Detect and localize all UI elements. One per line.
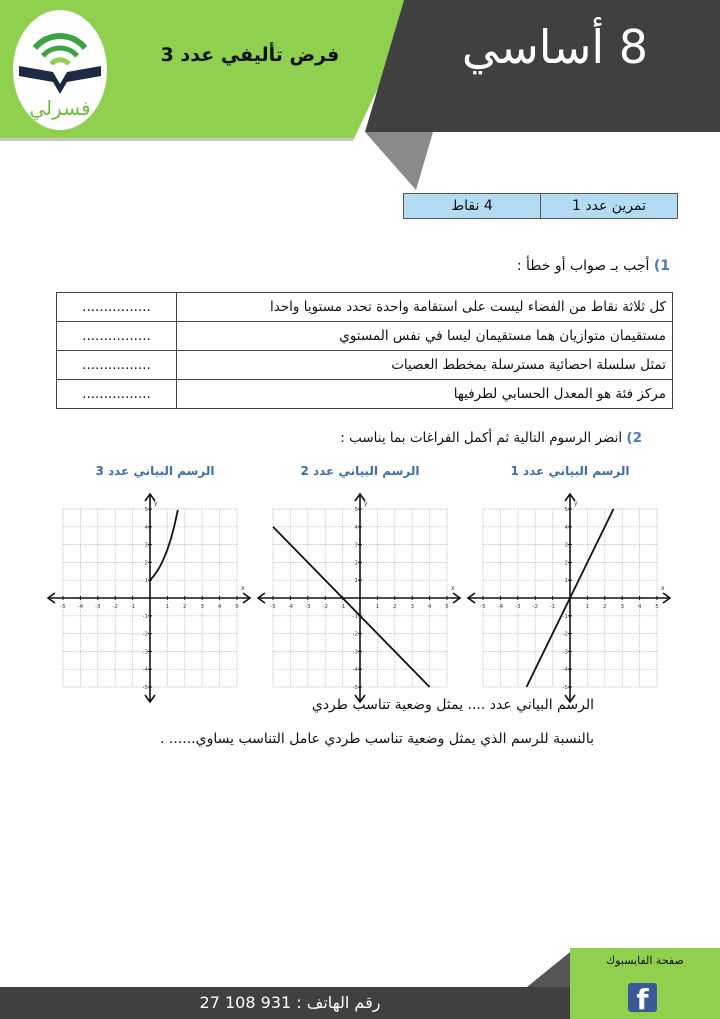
y-tick-label: 2: [354, 560, 358, 567]
y-axis-label: y: [574, 500, 578, 507]
logo: [13, 10, 107, 130]
graphs: [0, 485, 720, 710]
table-row: [57, 351, 673, 380]
statement: مستقيمان متوازيان هما مستقيمان ليسا في نفس المستوي: [177, 322, 673, 351]
table-row: [57, 293, 673, 322]
x-tick-label: -3: [305, 604, 311, 610]
fill-sentence-1: الرسم البياني عدد .... يمثل وضعية تناسب طردي: [311, 697, 594, 713]
x-tick-label: -1: [549, 604, 556, 610]
x-tick-label: -5: [270, 604, 276, 610]
x-tick-label: -4: [497, 604, 504, 610]
y-tick-label: 1: [564, 578, 568, 585]
x-tick-label: 3: [620, 604, 624, 610]
y-tick-label: 5: [564, 507, 568, 513]
y-tick-label: 2: [144, 560, 148, 567]
y-axis-label: y: [154, 500, 158, 507]
x-tick-label: 3: [410, 604, 414, 610]
x-tick-label: -5: [480, 604, 486, 610]
x-axis-label: x: [241, 585, 245, 592]
x-axis-label: x: [451, 585, 455, 592]
exercise-points: 4 نقاط: [451, 198, 493, 214]
y-tick-label: 4: [144, 524, 148, 531]
y-tick-label: 3: [144, 542, 148, 549]
y-tick-label: -3: [142, 649, 148, 656]
question-text: انضر الرسوم التالية ثم أكمل الفراغات بما يناسب :: [340, 430, 623, 446]
graph-1: [468, 494, 670, 702]
exercise-label: تمرين عدد 1: [540, 194, 677, 218]
x-tick-label: -2: [532, 604, 538, 610]
graph-3: [48, 494, 250, 702]
svg-text:فسرلي: فسرلي: [29, 96, 91, 120]
y-tick-label: -1: [562, 613, 568, 620]
graph-2: [258, 494, 460, 702]
y-tick-label: -5: [562, 685, 568, 691]
x-tick-label: -5: [60, 604, 66, 610]
question-text: أجب بـ صواب أو خطأ :: [516, 258, 650, 274]
x-tick-label: 4: [637, 604, 642, 610]
y-tick-label: -2: [352, 631, 358, 638]
facebook-icon[interactable]: f: [628, 983, 657, 1012]
answer-blank[interactable]: ................: [57, 322, 177, 351]
y-tick-label: 1: [144, 578, 148, 585]
y-tick-label: 4: [354, 524, 358, 531]
x-tick-label: -3: [95, 604, 101, 610]
x-tick-label: 4: [217, 604, 222, 610]
x-tick-label: -1: [129, 604, 136, 610]
y-tick-label: -5: [142, 685, 148, 691]
y-tick-label: -1: [142, 613, 148, 620]
y-tick-label: -4: [142, 667, 148, 674]
y-tick-label: 2: [564, 560, 568, 567]
grade-level: 8 أساسي: [461, 20, 649, 74]
facebook-label: صفحة الفايسبوك: [606, 954, 684, 967]
y-tick-label: -5: [352, 685, 358, 691]
x-tick-label: 2: [603, 604, 607, 610]
x-tick-label: -4: [77, 604, 84, 610]
x-tick-label: 4: [427, 604, 432, 610]
x-tick-label: -1: [339, 604, 346, 610]
x-tick-label: 5: [235, 604, 239, 610]
y-tick-label: -4: [352, 667, 358, 674]
exam-title: فرض تأليفي عدد 3: [160, 44, 340, 66]
true-false-table: [56, 292, 673, 409]
x-tick-label: -3: [515, 604, 521, 610]
x-tick-label: 2: [183, 604, 187, 610]
y-tick-label: 1: [354, 578, 358, 585]
x-tick-label: 1: [165, 604, 170, 610]
x-tick-label: 1: [375, 604, 380, 610]
answer-blank[interactable]: ................: [57, 351, 177, 380]
graph-2-title: الرسم البياني عدد 2: [300, 464, 420, 478]
y-tick-label: 4: [564, 524, 568, 531]
table-row: [57, 380, 673, 409]
question-number: 2): [626, 430, 642, 446]
y-tick-label: 3: [354, 542, 358, 549]
x-tick-label: -4: [287, 604, 294, 610]
series-line: [273, 524, 430, 687]
statement: كل ثلاثة نقاط من الفضاء ليست على استقامة واحدة تحدد مستويا واحدا: [177, 293, 673, 322]
phone-number: رقم الهاتف : 931 108 27: [199, 993, 381, 1012]
x-tick-label: 3: [200, 604, 204, 610]
graph-1-title: الرسم البياني عدد 1: [510, 464, 630, 478]
graph-3-title: الرسم البياني عدد 3: [95, 464, 215, 478]
y-tick-label: -2: [562, 631, 568, 638]
y-tick-label: 3: [564, 542, 568, 549]
table-row: [57, 322, 673, 351]
question-2: [340, 430, 642, 446]
footer-fold: [527, 948, 575, 987]
y-tick-label: 5: [354, 507, 358, 513]
x-tick-label: 5: [655, 604, 659, 610]
answer-blank[interactable]: ................: [57, 293, 177, 322]
y-tick-label: 5: [144, 507, 148, 513]
series-line: [150, 510, 178, 580]
header-fold: [365, 132, 433, 190]
statement: تمثل سلسلة احصائية مسترسلة بمخطط العصيات: [177, 351, 673, 380]
fill-sentence-2: بالنسبة للرسم الذي يمثل وضعية تناسب طردي عامل التناسب يساوي...... .: [160, 731, 594, 747]
y-tick-label: -3: [352, 649, 358, 656]
statement: مركز فئة هو المعدل الحسابي لطرفيها: [177, 380, 673, 409]
answer-blank[interactable]: ................: [57, 380, 177, 409]
y-tick-label: -3: [562, 649, 568, 656]
x-tick-label: 2: [393, 604, 397, 610]
y-tick-label: -1: [352, 613, 358, 620]
x-tick-label: 1: [585, 604, 590, 610]
question-number: 1): [653, 258, 670, 274]
y-tick-label: -2: [142, 631, 148, 638]
x-tick-label: -2: [112, 604, 118, 610]
x-axis-label: x: [661, 585, 665, 592]
y-axis-label: y: [364, 500, 368, 507]
question-1: [517, 258, 670, 274]
x-tick-label: 5: [445, 604, 449, 610]
x-tick-label: -2: [322, 604, 328, 610]
exercise-header: [403, 193, 678, 219]
y-tick-label: -4: [562, 667, 568, 674]
